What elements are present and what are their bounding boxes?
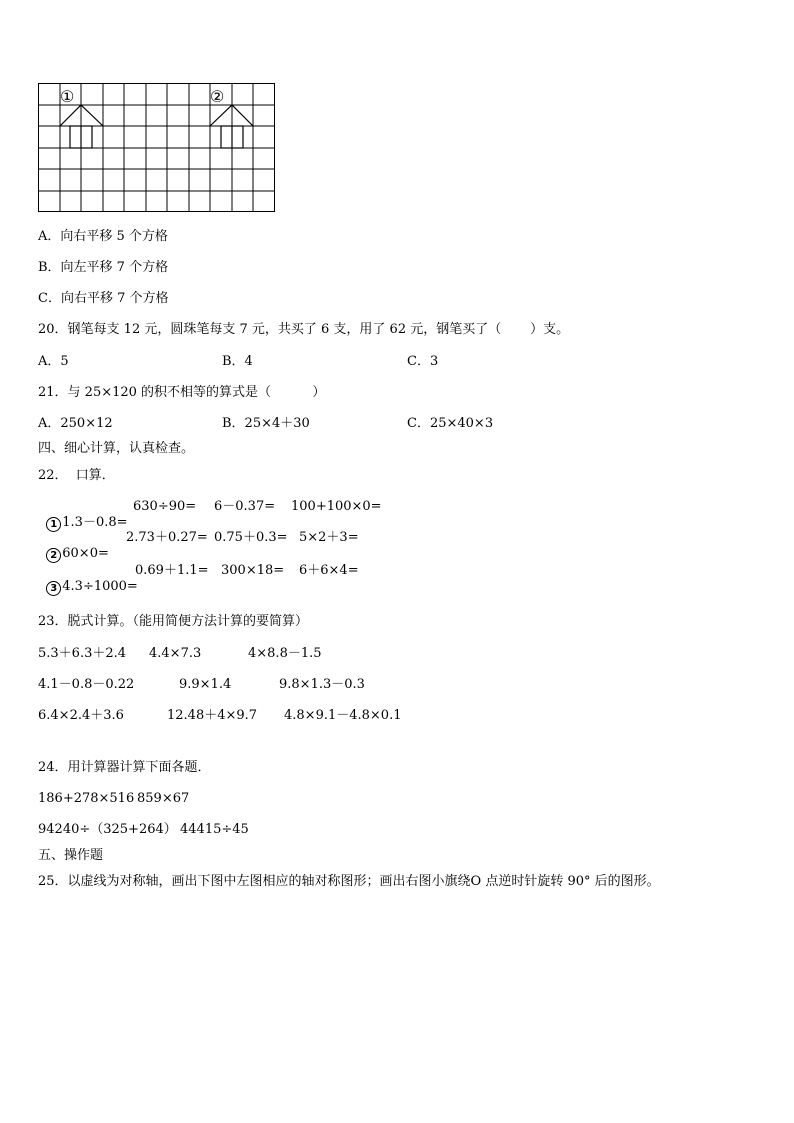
q19-option-b: B．向左平移 7 个方格 bbox=[38, 260, 169, 275]
figure-label-1: ① bbox=[60, 87, 75, 106]
q22-item: 1.3－0.8= bbox=[62, 515, 128, 530]
q23-item: 9.8×1.3－0.3 bbox=[279, 677, 365, 692]
q20-option-c: C．3 bbox=[407, 354, 439, 369]
q24-item: 94240÷（325+264） bbox=[38, 822, 177, 837]
q23-item: 5.3＋6.3＋2.4 bbox=[38, 646, 127, 661]
q20-stem: 20．钢笔每支 12 元，圆珠笔每支 7 元，共买了 6 支，用了 62 元，钢笔买了（ ）支。 bbox=[38, 322, 570, 337]
q23-item: 12.48＋4×9.7 bbox=[167, 708, 258, 723]
q22-item: 5×2＋3= bbox=[299, 530, 359, 545]
section-5-title: 五、操作题 bbox=[38, 848, 104, 863]
q22-row-3 bbox=[38, 563, 138, 596]
row-marker-1: 1 bbox=[46, 517, 61, 532]
q20-option-b: B．4 bbox=[222, 354, 253, 369]
grid-figure bbox=[38, 83, 276, 215]
q23-item: 4.8×9.1－4.8×0.1 bbox=[284, 708, 402, 723]
row-marker-3: 3 bbox=[46, 581, 61, 596]
q20-option-a: A．5 bbox=[38, 354, 69, 369]
q23-item: 4.4×7.3 bbox=[149, 646, 202, 661]
q22-item: 300×18= bbox=[221, 563, 285, 578]
section-4-title: 四、细心计算，认真检查。 bbox=[38, 441, 195, 456]
q23-item: 6.4×2.4＋3.6 bbox=[38, 708, 124, 723]
q21-option-b: B．25×4＋30 bbox=[222, 416, 310, 431]
q22-item: 2.73＋0.27= bbox=[126, 530, 208, 545]
q22-item: 0.75＋0.3= bbox=[214, 530, 288, 545]
q22-row-1 bbox=[38, 499, 128, 532]
q25-stem: 25．以虚线为对称轴，画出下图中左图相应的轴对称图形；画出右图小旗绕O 点逆时针旋转 90° 后的图形。 bbox=[38, 874, 660, 889]
q23-stem: 23．脱式计算。（能用简便方法计算的要简算） bbox=[38, 614, 309, 629]
q24-item: 44415÷45 bbox=[180, 822, 249, 837]
q21-option-a: A．250×12 bbox=[38, 416, 113, 431]
q22-item: 100+100×0= bbox=[291, 499, 382, 514]
row-marker-2: 2 bbox=[46, 548, 61, 563]
q22-item: 630÷90= bbox=[133, 499, 197, 514]
q22-item: 60×0= bbox=[62, 546, 109, 561]
q22-row-2 bbox=[38, 530, 109, 563]
q22-item: 4.3÷1000= bbox=[62, 579, 138, 594]
q22-item: 0.69＋1.1= bbox=[135, 563, 209, 578]
q22-stem: 22． 口算． bbox=[38, 468, 115, 483]
q21-option-c: C．25×40×3 bbox=[407, 416, 494, 431]
q23-item: 4×8.8－1.5 bbox=[248, 646, 322, 661]
q21-stem: 21．与 25×120 的积不相等的算式是（ ） bbox=[38, 385, 326, 400]
q24-item: 859×67 bbox=[137, 791, 190, 806]
q23-item: 9.9×1.4 bbox=[179, 677, 232, 692]
q24-item: 186+278×516 bbox=[38, 791, 135, 806]
q19-option-c: C．向右平移 7 个方格 bbox=[38, 291, 169, 306]
q24-stem: 24．用计算器计算下面各题． bbox=[38, 760, 211, 775]
q19-option-a: A．向右平移 5 个方格 bbox=[38, 229, 168, 244]
figure-label-2: ② bbox=[210, 87, 225, 106]
q22-item: 6＋6×4= bbox=[299, 563, 359, 578]
q22-item: 6－0.37= bbox=[214, 499, 276, 514]
q23-item: 4.1－0.8－0.22 bbox=[38, 677, 135, 692]
